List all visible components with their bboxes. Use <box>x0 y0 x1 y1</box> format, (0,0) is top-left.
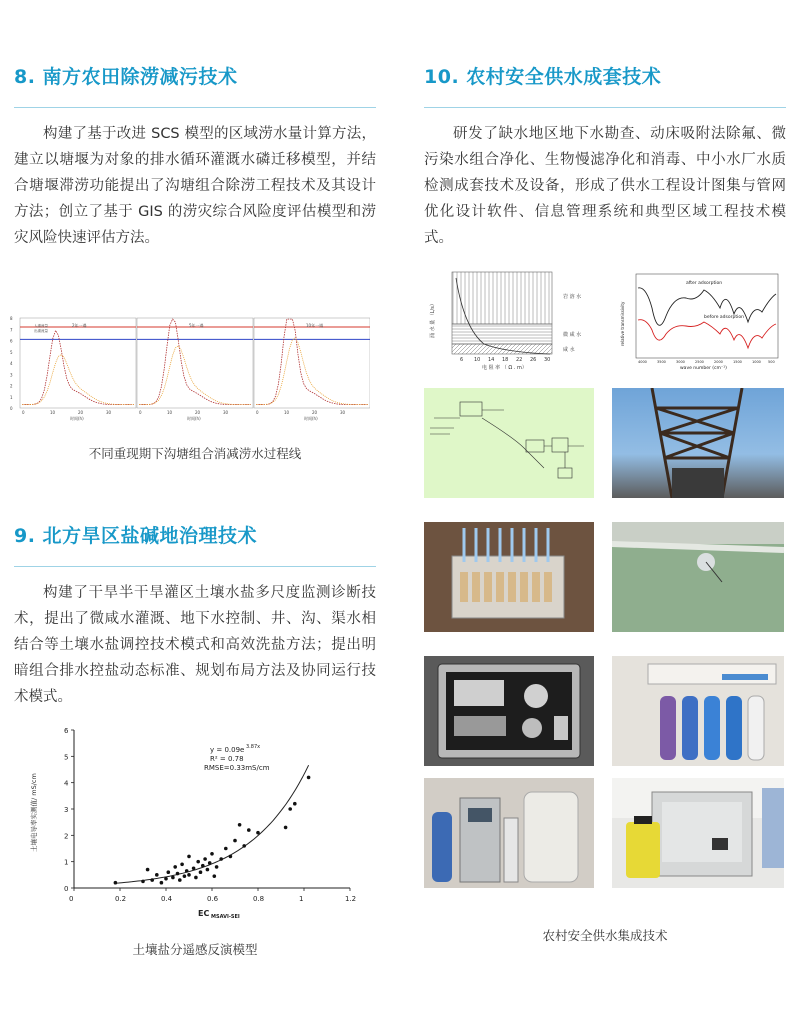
flood-x-tick: 30 <box>340 410 346 415</box>
scatter-point <box>213 874 217 878</box>
scatter-y-tick: 0 <box>64 885 69 893</box>
spectrum-x-tick: 3000 <box>676 360 685 364</box>
drilling-tower-photo <box>612 388 784 498</box>
scatter-x-tick: 0.6 <box>207 895 219 903</box>
flood-y-tick: 3 <box>10 372 13 378</box>
flood-x-tick: 0 <box>139 410 142 415</box>
flood-inflow-series <box>256 319 368 405</box>
scatter-point <box>164 877 168 881</box>
scatter-point <box>229 855 233 859</box>
filter-column-apparatus-photo <box>424 522 594 632</box>
scatter-point <box>247 828 251 832</box>
section-8-divider <box>14 107 376 108</box>
flood-panel-frame <box>137 318 253 408</box>
section-8-body: 构建了基于改进 SCS 模型的区域涝水量计算方法，建立以塘堰为对象的排水循环灌溉水磷迁移模型，并结合塘堰滞涝功能提出了沟塘组合除涝工程技术及其设计方法；创立了基于 GIS 的涝灾综合风险度评估模型和涝灾风险快速评估方法。 <box>14 126 376 246</box>
scatter-x-tick: 1.2 <box>345 895 357 903</box>
after-adsorption-label: after adsorption <box>686 281 723 286</box>
scatter-y-tick: 2 <box>64 832 69 841</box>
scatter-y-tick: 3 <box>64 806 69 814</box>
spectrum-y-label: relative transmissivity <box>620 301 625 346</box>
scatter-point <box>242 844 246 848</box>
scatter-point <box>203 857 207 861</box>
scatter-y-tick: 4 <box>64 779 69 788</box>
flood-outflow-series <box>22 355 134 405</box>
flood-panel-frame <box>254 318 370 408</box>
scatter-point <box>196 860 200 864</box>
flood-y-tick: 4 <box>10 361 13 366</box>
section-10-divider <box>424 107 786 108</box>
flood-x-tick: 20 <box>195 410 201 415</box>
scatter-point <box>167 870 171 874</box>
scatter-x-tick: 0 <box>69 895 74 903</box>
section-8-figure-caption: 不同重现期下沟塘组合消减涝水过程线 <box>88 446 302 461</box>
scatter-x-tick: 1 <box>299 895 304 903</box>
flood-y-tick: 2 <box>10 383 13 389</box>
scatter-point <box>180 863 184 867</box>
scatter-point <box>206 868 210 872</box>
spectrum-x-label: wave number (cm⁻¹) <box>680 366 727 371</box>
flood-x-label: 时间(h) <box>304 416 318 421</box>
salinity-scatter-svg <box>14 722 364 928</box>
flood-y-tick: 1 <box>10 394 13 400</box>
scatter-point <box>201 864 205 868</box>
scatter-equation: y = 0.09e <box>210 746 245 754</box>
scatter-fit-curve <box>115 765 308 883</box>
section-9-divider <box>14 566 376 567</box>
flood-x-tick: 0 <box>22 410 25 415</box>
flood-x-tick: 10 <box>284 410 290 415</box>
scatter-point <box>178 878 182 882</box>
ir-spectrum-chart <box>612 268 784 372</box>
resist-x-tick: 10 <box>474 357 481 363</box>
scatter-point <box>155 873 159 877</box>
spectrum-x-tick: 2500 <box>695 360 704 364</box>
scatter-y-tick: 6 <box>64 727 69 735</box>
water-testing-kit-photo <box>424 656 594 766</box>
scatter-equation-exponent: 3.87x <box>246 744 261 750</box>
resist-x-tick: 6 <box>460 357 464 363</box>
scatter-point <box>219 857 223 861</box>
scatter-point <box>185 869 189 873</box>
scatter-point <box>192 866 196 870</box>
resist-x-label: 电 阻 率 （ Ω . m） <box>482 365 527 371</box>
flood-panel-label: 5年一遇 <box>189 323 204 328</box>
zone-karst-label: 岩 溶 水 <box>563 294 582 300</box>
flood-y-tick: 5 <box>10 349 13 355</box>
zone-brackish-label: 微 咸 水 <box>563 332 582 338</box>
section-10-figure-caption: 农村安全供水集成技术 <box>542 928 668 943</box>
flood-x-tick: 20 <box>78 410 84 415</box>
section-10-body: 研发了缺水地区地下水勘查、动床吸附法除氟、微污染水组合净化、生物慢滤净化和消毒、中小水厂水质检测成套技术及设备，形成了供水工程设计图集与管网优化设计软件、信息管理系统和典型区域工程技术模式。 <box>424 126 786 246</box>
flood-inflow-series <box>139 319 251 405</box>
scatter-point <box>199 870 203 874</box>
scatter-point <box>233 839 237 843</box>
spectrum-x-tick: 3500 <box>657 360 666 364</box>
flood-y-tick: 0 <box>10 406 13 411</box>
flood-x-tick: 30 <box>223 410 229 415</box>
water-tank-photo <box>612 522 784 632</box>
resist-x-tick: 30 <box>544 357 551 363</box>
scatter-point <box>146 868 150 872</box>
section-8-title: 8. 南方农田除涝减污技术 <box>14 66 238 88</box>
flood-x-tick: 10 <box>167 410 173 415</box>
scatter-point <box>171 876 175 880</box>
scatter-point <box>238 823 242 827</box>
flood-x-tick: 30 <box>106 410 112 415</box>
before-adsorption-label: before adsorption <box>704 315 744 320</box>
flood-process-svg <box>8 312 370 424</box>
section-10-title: 10. 农村安全供水成套技术 <box>424 66 662 88</box>
scatter-point <box>210 852 214 856</box>
dosing-device-photo <box>612 778 784 888</box>
scatter-point <box>187 855 191 859</box>
scatter-point <box>284 826 288 830</box>
scatter-point <box>288 807 292 811</box>
scatter-point <box>224 847 228 851</box>
section-9-figure-caption: 土壤盐分遥感反演模型 <box>132 942 258 957</box>
section-9-title: 9. 北方旱区盐碱地治理技术 <box>14 525 258 547</box>
salinity-scatter-chart <box>14 722 364 928</box>
resist-x-tick: 14 <box>488 357 495 363</box>
resistivity-chart <box>424 268 594 372</box>
scatter-point <box>215 865 219 869</box>
flood-x-label: 时间(h) <box>70 416 84 421</box>
spectrum-x-tick: 1000 <box>752 360 761 364</box>
scatter-x-tick: 0.2 <box>115 895 127 903</box>
scatter-x-tick: 0.8 <box>253 895 265 903</box>
scatter-point <box>176 872 180 876</box>
flood-panel-label: 2年一遇 <box>72 323 87 328</box>
scatter-x-tick: 0.4 <box>161 895 173 903</box>
flood-y-tick: 8 <box>10 316 13 321</box>
scatter-y-label: 土壤电导率实测值/ mS/cm <box>30 773 38 852</box>
scatter-point <box>183 874 187 878</box>
scatter-point <box>208 861 212 865</box>
spectrum-x-tick: 4000 <box>638 360 647 364</box>
scatter-y-tick: 1 <box>64 858 69 867</box>
section-9-body: 构建了干旱半干旱灌区土壤水盐多尺度监测诊断技术，提出了微咸水灌溉、地下水控制、井、沟、渠水相结合等土壤水盐调控技术模式和高效洗盐方法；提出明暗组合排水控盐动态标准、规划布局方法及协同运行技术模式。 <box>14 585 376 705</box>
flood-outflow-series <box>256 338 368 405</box>
scatter-point <box>114 881 118 885</box>
scatter-point <box>194 876 198 880</box>
flood-y-tick: 7 <box>10 327 13 333</box>
resist-x-tick: 22 <box>516 357 523 363</box>
spectrum-x-tick: 1500 <box>733 360 742 364</box>
flood-legend-outflow: 出湖流量 <box>34 329 48 333</box>
process-flow-diagram <box>424 388 594 498</box>
scatter-rmse: RMSE=0.33mS/cm <box>204 764 270 772</box>
scatter-y-tick: 5 <box>64 753 69 762</box>
resist-x-tick: 26 <box>530 357 537 363</box>
scatter-point <box>150 878 154 882</box>
flood-x-tick: 20 <box>312 410 318 415</box>
zone-salty-label: 咸 水 <box>563 347 575 353</box>
scatter-point <box>187 873 191 877</box>
scatter-point <box>256 831 260 835</box>
flood-x-tick: 0 <box>256 410 259 415</box>
spectrum-x-tick: 500 <box>768 360 775 364</box>
flood-x-tick: 10 <box>50 410 56 415</box>
scatter-point <box>160 881 164 885</box>
water-treatment-room-photo <box>424 778 594 888</box>
flood-legend-inflow: 入湖流量 <box>34 324 48 328</box>
scatter-x-label-sub: MSAVI-SEI <box>211 914 240 920</box>
flood-outflow-series <box>139 346 251 405</box>
scatter-x-label: EC <box>198 909 210 918</box>
flood-panel-label: 10年一遇 <box>306 323 324 328</box>
spectrum-x-tick: 2000 <box>714 360 723 364</box>
scatter-point <box>141 880 145 884</box>
scatter-point <box>293 802 297 806</box>
flood-process-chart <box>8 312 370 424</box>
flood-x-label: 时间(h) <box>187 416 201 421</box>
scatter-r2: R² = 0.78 <box>210 755 244 763</box>
resist-x-tick: 18 <box>502 357 509 363</box>
filter-cartridges-photo <box>612 656 784 766</box>
flood-y-tick: 6 <box>10 338 13 344</box>
scatter-point <box>173 865 177 869</box>
flood-inflow-series <box>22 331 134 405</box>
scatter-point <box>307 776 311 780</box>
resist-y-label: 涌 水 量 （L/s） <box>430 301 436 338</box>
